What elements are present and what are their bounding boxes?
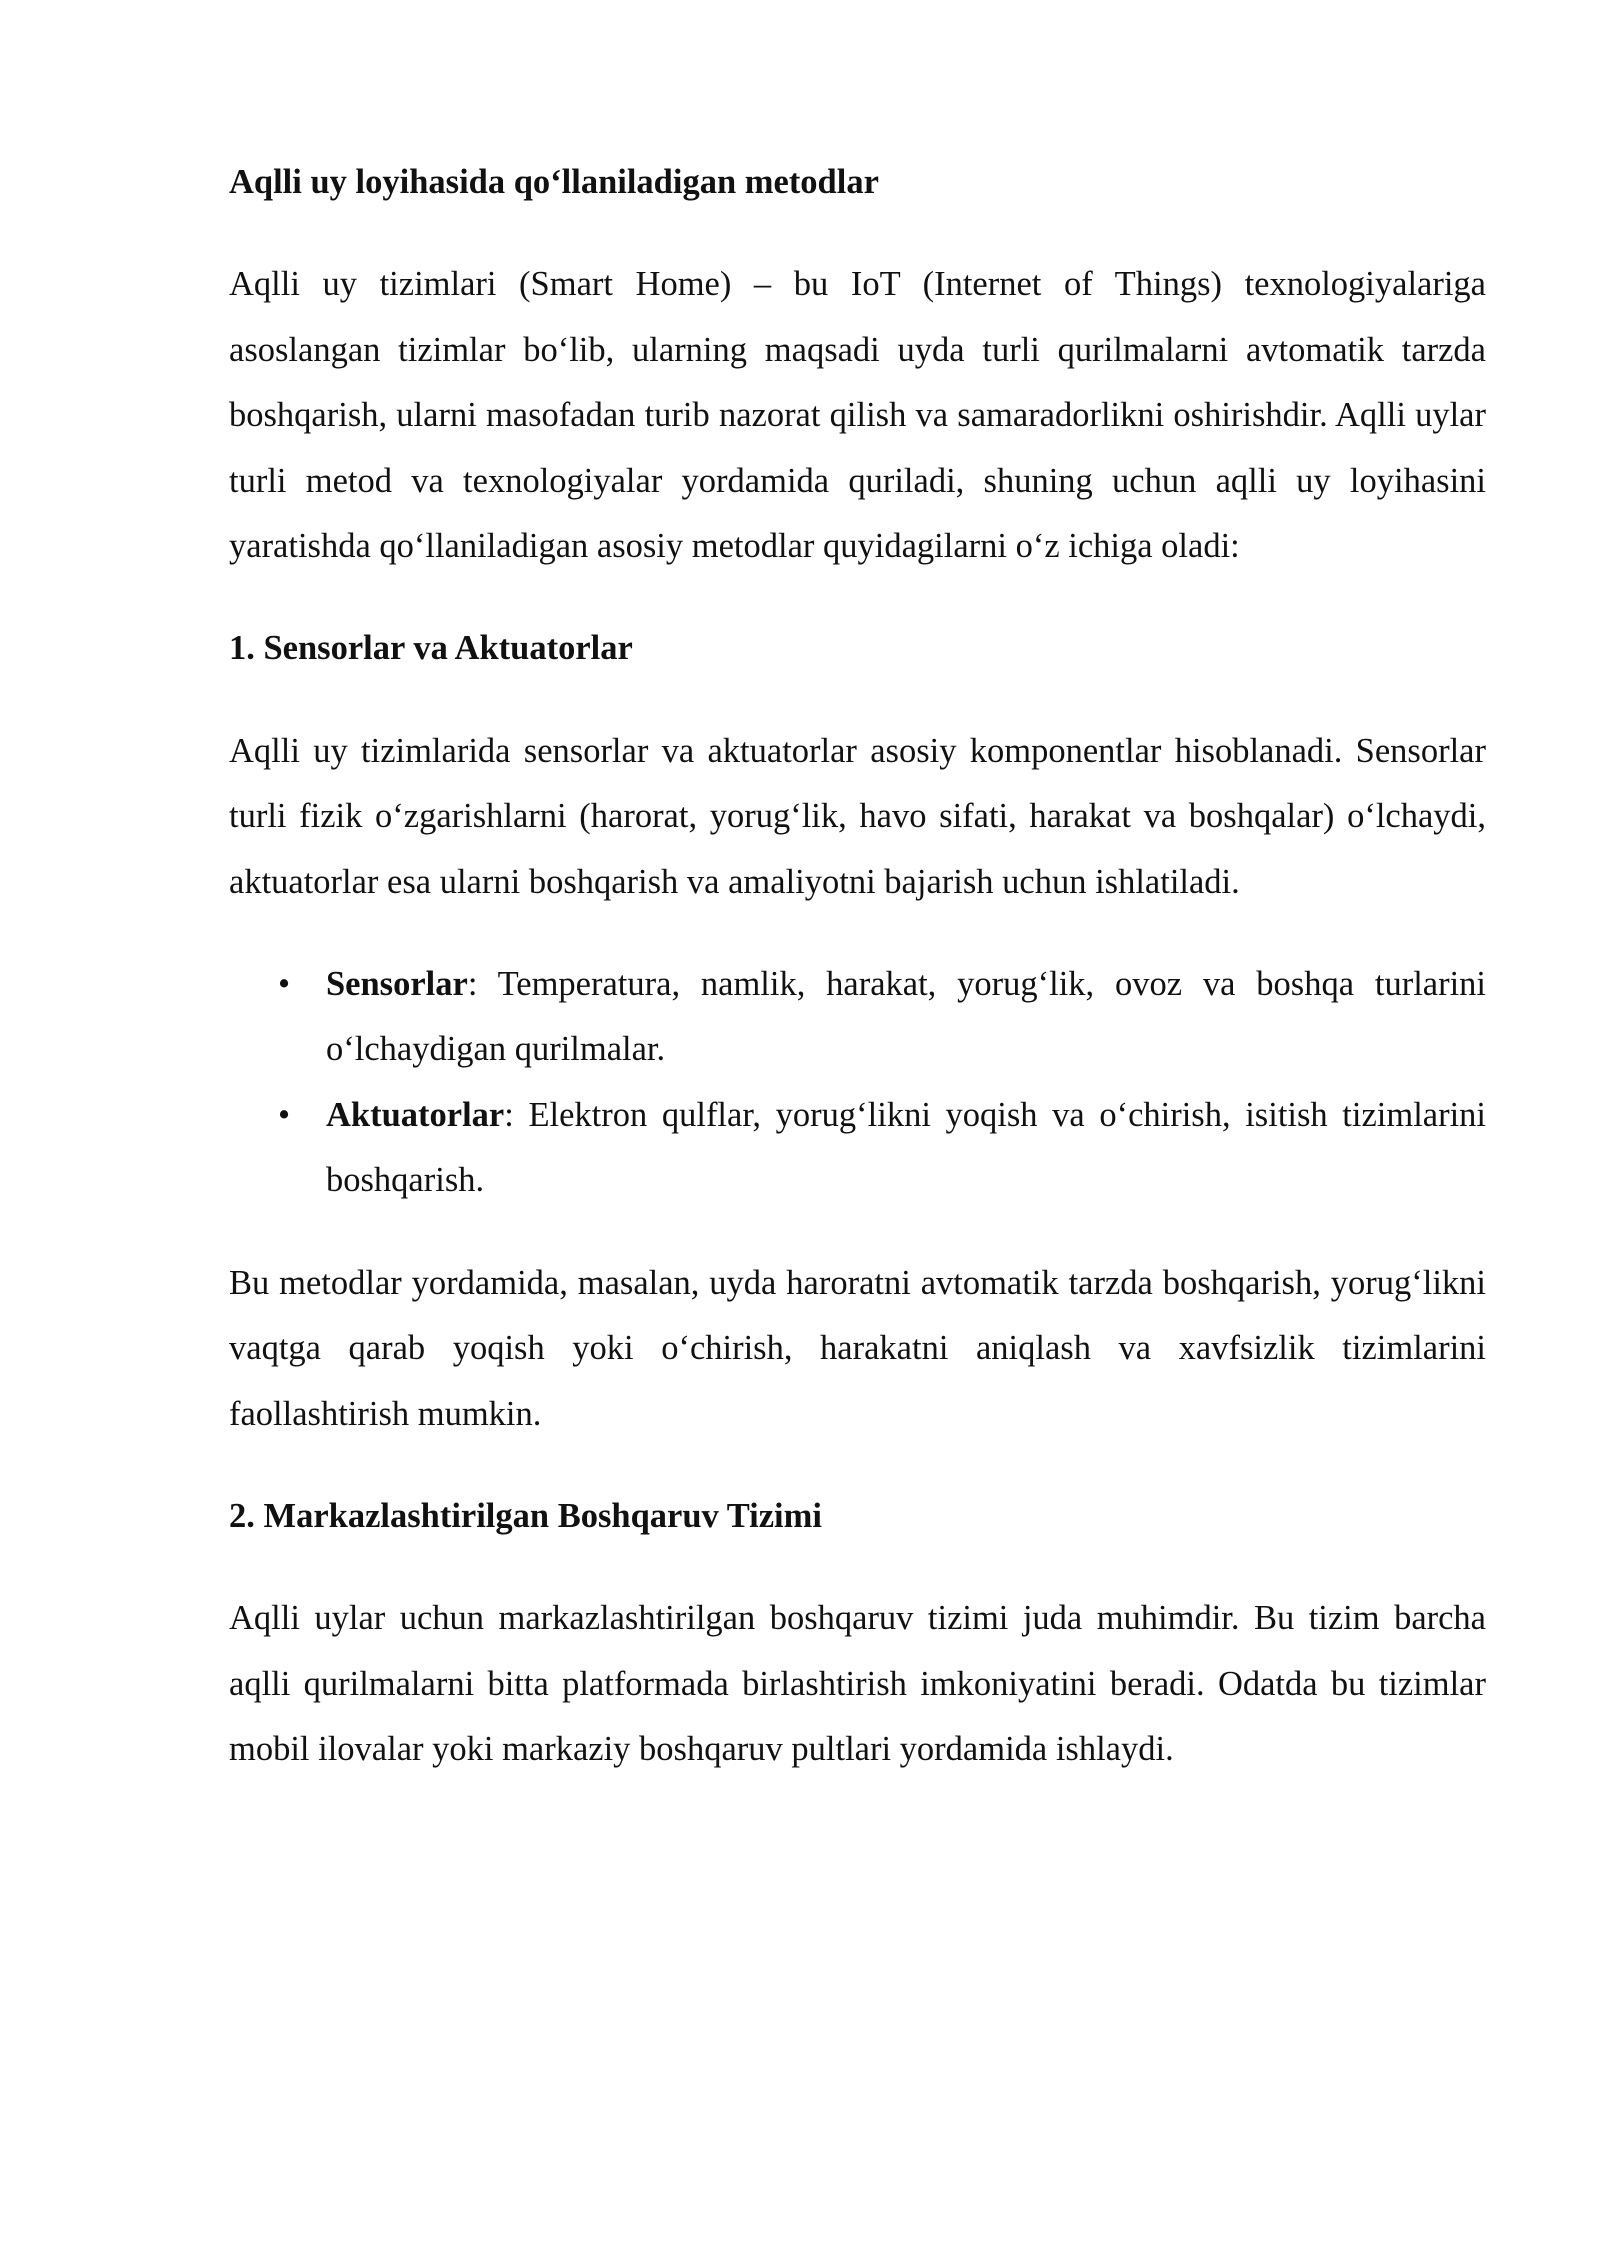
list-item-text: : Elektron qulflar, yorug‘likni yoqish va o‘chirish, isitish tizimlarini boshqarish. [326, 1095, 1486, 1200]
list-item-text: : Temperatura, namlik, harakat, yorug‘lik, ovoz va boshqa turlarini o‘lchaydigan qurilmalar. [326, 965, 1486, 1069]
list-item-term: Sensorlar [326, 965, 468, 1004]
intro-paragraph: Aqlli uy tizimlari (Smart Home) – bu IoT (Internet of Things) texnologiyalariga asoslangan tizimlar bo‘lib, ularning maqsadi uyda turli qurilmalarni avtomatik tarzda boshqarish, ularni masofadan turib nazorat qilish va samaradorlikni oshirishdir. Aqlli uylar turli metod va texnologiyalar yordamida quriladi, shuning uchun aqlli uy loyihasini yaratishda qo‘llaniladigan asosiy metodlar quyidagilarni o‘z ichiga oladi: [229, 265, 1486, 566]
list-item-sensors [277, 952, 1486, 1083]
components-list [229, 952, 1486, 1214]
bullet-icon: • [277, 965, 291, 1004]
control-system-paragraph: Aqlli uylar uchun markazlashtirilgan boshqaruv tizimi juda muhimdir. Bu tizim barcha aqlli qurilmalarni bitta platformada birlashtirish imkoniyatini beradi. Odatda bu tizimlar mobil ilovalar yoki markaziy boshqaruv pultlari yordamida ishlaydi. [229, 1599, 1486, 1769]
methods-example-paragraph: Bu metodlar yordamida, masalan, uyda haroratni avtomatik tarzda boshqarish, yorug‘likni vaqtga qarab yoqish yoki o‘chirish, harakatni aniqlash va xavfsizlik tizimlarini faollashtirish mumkin. [229, 1263, 1486, 1433]
list-item-actuators [277, 1083, 1486, 1214]
sensors-paragraph: Aqlli uy tizimlarida sensorlar va aktuatorlar asosiy komponentlar hisoblanadi. Sensorlar turli fizik o‘zgarishlarni (harorat, yorug‘lik, havo sifati, harakat va boshqalar) o‘lchaydi, aktuatorlar esa ularni boshqarish va amaliyotni bajarish uchun ishlatiladi. [229, 731, 1486, 901]
list-item-term: Aktuatorlar [326, 1095, 505, 1134]
bullet-icon: • [277, 1095, 291, 1134]
document-title: Aqlli uy loyihasida qo‘llaniladigan metodlar [229, 163, 879, 201]
document-page [229, 150, 1486, 1783]
section-heading-sensors: 1. Sensorlar va Aktuatorlar [229, 629, 633, 668]
section-heading-control-system: 2. Markazlashtirilgan Boshqaruv Tizimi [229, 1496, 822, 1535]
